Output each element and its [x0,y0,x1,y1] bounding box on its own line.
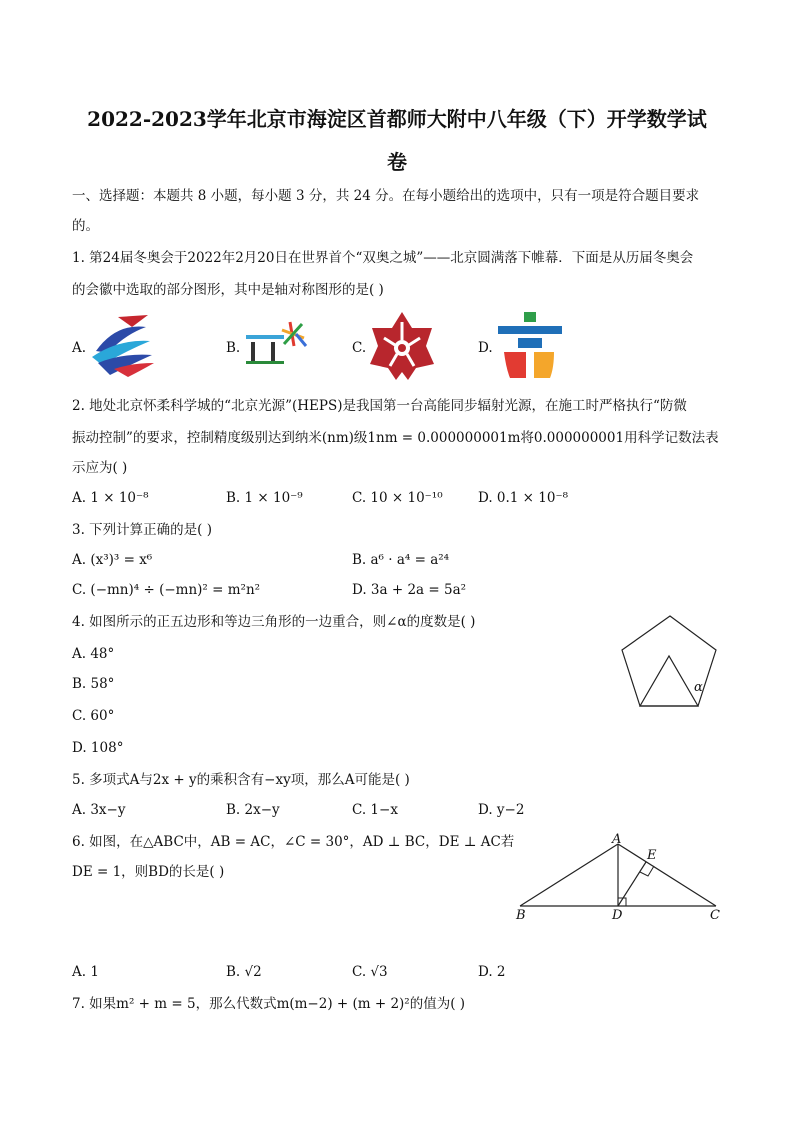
pentagon-triangle-figure [620,614,720,710]
q6-stem-line2: DE = 1，则BD的长是( ) [72,864,225,880]
q1-option-b-label: B. [226,340,241,356]
q2-option-c: C. 10 × 10⁻¹⁰ [352,490,443,506]
triangle-abc-figure [516,840,716,910]
q3-option-a: A. (x³)³ = x⁶ [72,552,153,568]
q6-option-d: D. 2 [478,964,506,980]
emblem-d-image [496,312,566,380]
figure-vertex-e: E [647,848,657,863]
q1-stem-line2: 的会徽中选取的部分图形，其中是轴对称图形的是( ) [72,282,384,298]
q5-option-a: A. 3x−y [72,802,126,818]
q2-option-a: A. 1 × 10⁻⁸ [72,490,149,506]
q2-option-d: D. 0.1 × 10⁻⁸ [478,490,569,506]
q5-option-b: B. 2x−y [226,802,280,818]
q7-stem: 7. 如果m² + m = 5，那么代数式m(m−2) + (m + 2)²的值为( ) [72,996,466,1012]
emblem-a-image [88,313,160,379]
figure-vertex-d: D [612,908,623,923]
q3-option-c: C. (−mn)⁴ ÷ (−mn)² = m²n² [72,582,261,598]
q1-option-d-label: D. [478,340,493,356]
q6-option-a: A. 1 [72,964,99,980]
q4-stem: 4. 如图所示的正五边形和等边三角形的一边重合，则∠α的度数是( ) [72,614,476,630]
q4-option-b: B. 58° [72,676,115,692]
q3-option-d: D. 3a + 2a = 5a² [352,582,467,598]
q5-option-c: C. 1−x [352,802,398,818]
figure-vertex-a: A [612,832,622,847]
q3-stem: 3. 下列计算正确的是( ) [72,522,212,538]
q3-option-b: B. a⁶ · a⁴ = a²⁴ [352,552,450,568]
q5-stem: 5. 多项式A与2x + y的乘积含有−xy项，那么A可能是( ) [72,772,410,788]
emblem-c-image [368,310,436,382]
q2-stem-line1: 2. 地处北京怀柔科学城的“北京光源”(HEPS)是我国第一台高能同步辐射光源，在施工时严格执行“防微 [72,398,687,414]
section1-heading-line2: 的。 [72,218,99,234]
q5-option-d: D. y−2 [478,802,525,818]
section1-heading-line1: 一、选择题：本题共 8 小题，每小题 3 分，共 24 分。在每小题给出的选项中，只有一项是符合题目要求 [72,188,700,204]
figure-vertex-c: C [710,908,720,923]
q1-option-a-label: A. [72,340,87,356]
emblem-b-image [244,318,314,368]
q2-stem-line3: 示应为( ) [72,460,128,476]
q1-option-c-label: C. [352,340,367,356]
q6-option-c: C. √3 [352,964,388,980]
exam-title-line1: 2022-2023学年北京市海淀区首都师大附中八年级（下）开学数学试 [87,107,707,131]
figure-angle-alpha-label: α [694,680,703,695]
q1-stem-line1: 1. 第24届冬奥会于2022年2月20日在世界首个“双奥之城”——北京圆满落下帷幕．下面是从历届冬奥会 [72,250,694,266]
q4-option-c: C. 60° [72,708,115,724]
q4-option-a: A. 48° [72,646,115,662]
q2-stem-line2: 振动控制”的要求，控制精度级别达到纳米(nm)级1nm = 0.000000001m将0.000000001用科学记数法表 [72,430,719,446]
exam-title-line2: 卷 [387,150,407,174]
figure-vertex-b: B [516,908,526,923]
q4-option-d: D. 108° [72,740,124,756]
q2-option-b: B. 1 × 10⁻⁹ [226,490,303,506]
q6-option-b: B. √2 [226,964,262,980]
q6-stem-line1: 6. 如图，在△ABC中，AB = AC，∠C = 30°，AD ⊥ BC，DE ⊥ AC若 [72,834,515,850]
